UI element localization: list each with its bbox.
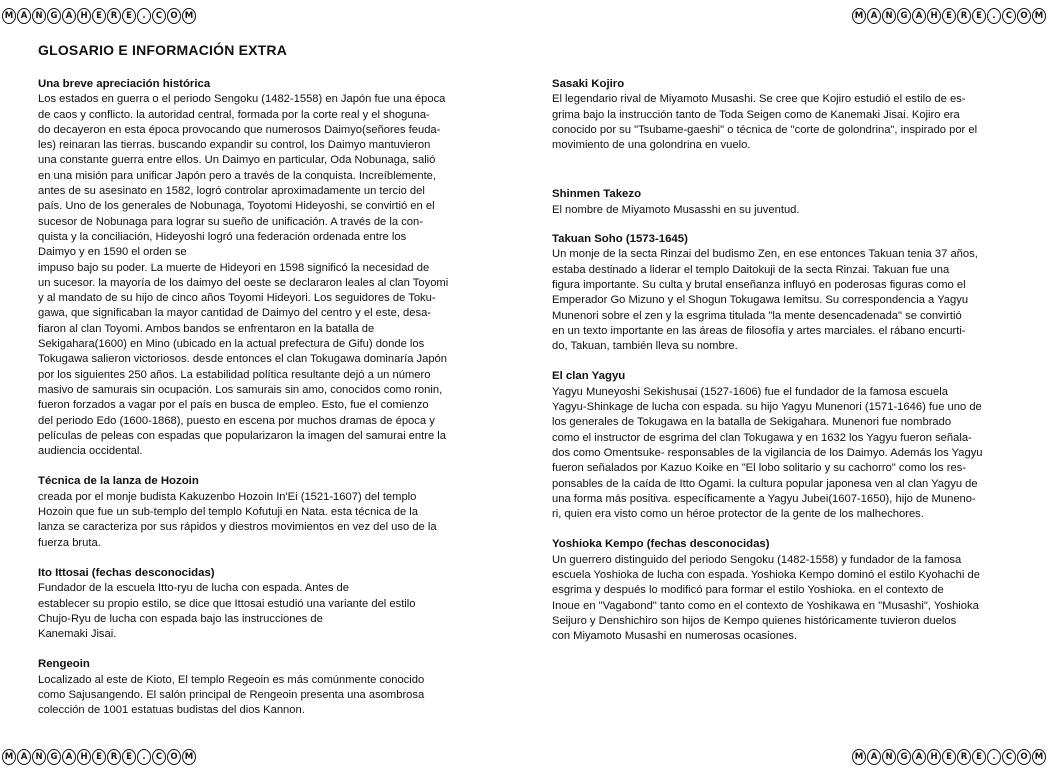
- entry-rengeoin: [38, 657, 498, 718]
- watermark-letter: N: [882, 749, 896, 765]
- watermark-letter: G: [897, 749, 911, 765]
- watermark-letter: H: [77, 8, 91, 24]
- watermark-letter: C: [1002, 8, 1016, 24]
- watermark-letter: H: [77, 749, 91, 765]
- watermark-letter: C: [1002, 749, 1016, 765]
- entry-text: Los estados en guerra o el periodo Sengoku (1482-1558) en Japón fue una época de caos y conflicto. la autoridad central, formada por la corte real y el shoguna- do decayeron en esta época provocando que numerosos Daimyo(señores feuda- les) reinaran las tierras. buscando expandir su control, los Daimyo mantuvieron una constante guerra entre ellos. Un Daimyo en particular, Oda Nobunaga, salió en una misión para unificar Japón pero a través de la conquista. Increíblemente, antes de su asesinato en 1582, logró controlar aproximadamente un tercio del país. Uno de los generales de Nobunaga, Toyotomi Hideyoshi, se convirtió en el sucesor de Nobunaga para lograr su sueño de unificación. A través de la con- quista y la conciliación, Hideyoshi logró una federación ordenada entre los Daimyo y en 1590 el orden se impuso bajo su poder. La muerte de Hideyori en 1598 significó la necesidad de un sucesor. la mayoría de los daimyo del oeste se declararon leales al clan Toyomi y al mandato de su hijo de cinco años Toyomi Hideyori. Los seguidores de Toku- gawa, que significaban la mayor cantidad de Daimyo del centro y el este, desa- fiaron al clan Toyomi. Ambos bandos se enfrentaron en la batalla de Sekigahara(1600) en Mino (ubicado en la actual prefectura de Gifu) donde los Tokugawa salieron victoriosos. desde entonces el clan Tokugawa dominaría Japón por los siguientes 250 años. La estabilidad política resultante dejó a un número masivo de samurais sin ocupación. Los samurais sin amo, conocidos como ronin, fueron forzados a vagar por el país en busca de empleo. Esto, fue el comienzo del periodo Edo (1600-1868), puesto en escena por muchos dramas de época y películas de peleas con espadas que popularizaron la imagen del samurai entre la audiencia occidental.: [38, 93, 449, 458]
- watermark-letter: A: [62, 8, 76, 24]
- watermark-letter: A: [17, 8, 31, 24]
- watermark-letter: R: [957, 8, 971, 24]
- watermark-letter: .: [987, 8, 1001, 24]
- entry-heading: Shinmen Takezo: [552, 188, 642, 201]
- watermark-letter: O: [167, 8, 181, 24]
- watermark-letter: E: [942, 749, 956, 765]
- watermark-letter: E: [942, 8, 956, 24]
- watermark-letter: M: [852, 749, 866, 765]
- watermark-letter: R: [957, 749, 971, 765]
- entry-text: El nombre de Miyamoto Musasshi en su juventud.: [552, 203, 800, 216]
- watermark-top-left: [2, 8, 196, 24]
- entry-yoshioka-kempo: [552, 537, 1007, 644]
- watermark-letter: A: [62, 749, 76, 765]
- watermark-letter: M: [182, 749, 196, 765]
- watermark-letter: N: [32, 8, 46, 24]
- entry-clan-yagyu: [552, 369, 1007, 522]
- entry-heading: Técnica de la lanza de Hozoin: [38, 475, 199, 488]
- watermark-letter: E: [972, 8, 986, 24]
- watermark-letter: E: [972, 749, 986, 765]
- entry-heading: Una breve apreciación histórica: [38, 78, 211, 90]
- entry-heading: Rengeoin: [38, 658, 90, 671]
- watermark-letter: N: [32, 749, 46, 765]
- watermark-letter: A: [867, 749, 881, 765]
- watermark-letter: O: [1017, 749, 1031, 765]
- watermark-letter: M: [2, 749, 16, 765]
- watermark-bottom-left: [2, 749, 196, 765]
- watermark-letter: A: [912, 8, 926, 24]
- watermark-letter: M: [2, 8, 16, 24]
- entry-text: Un guerrero distinguido del periodo Sengoku (1482-1558) y fundador de la famosa escuela Yoshioka de lucha con espada. Yoshioka Kempo dominó el estilo Kyohachi de esgrima y después lo modificó para formar el estilo Yoshioka. en el contexto de Inoue en "Vagabond" tanto como en el contexto de Yoshikawa en "Musashi", Yoshioka Seijuro y Denshichiro son hijos de Kempo quienes históricamente tuvieron duelos con Miyamoto Musashi en numerosas ocasiones.: [552, 553, 980, 643]
- watermark-letter: E: [92, 749, 106, 765]
- watermark-letter: M: [182, 8, 196, 24]
- entry-heading: Takuan Soho (1573-1645): [552, 233, 688, 246]
- watermark-letter: O: [167, 749, 181, 765]
- watermark-letter: .: [137, 749, 151, 765]
- watermark-letter: G: [47, 749, 61, 765]
- entry-text: creada por el monje budista Kakuzenbo Hozoin In'Ei (1521-1607) del templo Hozoin que fue un sub-templo del templo Kofutuji en Nata. esta técnica de la lanza se caracteriza por sus rápidos y diestros movimientos en vez del uso de la fuerza bruta.: [38, 490, 437, 549]
- watermark-letter: E: [122, 749, 136, 765]
- entry-text: Yagyu Muneyoshi Sekishusai (1527-1606) fue el fundador de la famosa escuela Yagyu-Shinkage de lucha con espada. su hijo Yagyu Munenori (1571-1646) fue uno de los generales de Tokugawa en la batalla de Sekigahara. Munenori fue nombrado como el instructor de esgrima del clan Tokugawa y en 1632 los Yagyu fueron señala- dos como Omentsuke- responsables de la vigilancia de los Daimyo. Además los Yagyu fueron señalados por Kazuo Koike en "El lobo solitario y su cachorro" como los res- ponsables de la caída de Itto Ogami. la cultura popular japonesa ven al clan Yagyu de una forma más positiva. específicamente a Yagyu Jubei(1607-1650), hijo de Muneno- ri, quien era visto como un héroe protector de la gente de los malhechores.: [552, 385, 983, 521]
- watermark-letter: .: [137, 8, 151, 24]
- watermark-letter: E: [92, 8, 106, 24]
- watermark-letter: H: [927, 8, 941, 24]
- entry-heading: El clan Yagyu: [552, 370, 626, 383]
- watermark-letter: R: [107, 8, 121, 24]
- watermark-letter: M: [1032, 749, 1046, 765]
- watermark-letter: O: [1017, 8, 1031, 24]
- entry-sasaki-kojiro: [552, 77, 1007, 153]
- watermark-letter: M: [1032, 8, 1046, 24]
- entry-takuan-soho: [552, 232, 1007, 354]
- watermark-letter: .: [987, 749, 1001, 765]
- watermark-letter: A: [17, 749, 31, 765]
- watermark-letter: E: [122, 8, 136, 24]
- entry-text: Un monje de la secta Rinzai del budismo Zen, en ese entonces Takuan tenia 37 años, estaba destinado a liderar el templo Daitokuji de la secta Rinzai. Takuan fue una figura importante. Su culta y brutal enseñanza influyó en poderosas figuras como el Emperador Go Mizuno y el Shogun Tokugawa Iemitsu. Su correspondencia a Yagyu Munenori sobre el zen y la esgrima titulada "la mente desencadenada" se convirtió en un texto importante en las áreas de filosofía y artes marciales. el rábano encurti- do, Takuan, también lleva su nombre.: [552, 248, 978, 353]
- entry-heading: Yoshioka Kempo (fechas desconocidas): [552, 538, 770, 551]
- entry-text: El legendario rival de Miyamoto Musashi. Se cree que Kojiro estudió el estilo de es- grima bajo la instrucción tanto de Toda Seigen como de Kanemaki Jisai. Kojiro era conocido por su "Tsubame-gaeshi" o técnica de "corte de golondrina", inspirado por el movimiento de una golondrina en vuelo.: [552, 93, 978, 152]
- entry-heading: Ito Ittosai (fechas desconocidas): [38, 566, 215, 579]
- watermark-letter: A: [912, 749, 926, 765]
- entry-ito-ittosai: [38, 566, 498, 642]
- entry-hozoin: [38, 474, 498, 550]
- entry-shinmen-takezo: [552, 187, 1007, 218]
- page-title: GLOSARIO E INFORMACIÓN EXTRA: [38, 42, 288, 58]
- watermark-letter: C: [152, 8, 166, 24]
- left-column: [38, 77, 498, 719]
- right-column: [552, 77, 1007, 645]
- watermark-letter: R: [107, 749, 121, 765]
- watermark-top-right: [852, 8, 1046, 24]
- entry-heading: Sasaki Kojiro: [552, 78, 625, 90]
- watermark-letter: M: [852, 8, 866, 24]
- watermark-letter: C: [152, 749, 166, 765]
- watermark-letter: N: [882, 8, 896, 24]
- entry-historia: [38, 77, 498, 459]
- entry-text: Localizado al este de Kioto, El templo Regeoin es más comúnmente conocido como Sajusangendo. El salón principal de Rengeoin presenta una asombrosa colección de 1001 estatuas budistas del dios Kannon.: [38, 673, 425, 717]
- entry-text: Fundador de la escuela Itto-ryu de lucha con espada. Antes de establecer su propio estilo, se dice que Ittosai estudió una variante del estilo Chujo-Ryu de lucha con espada bajo las instrucciones de Kanemaki Jisai.: [38, 582, 416, 641]
- watermark-letter: H: [927, 749, 941, 765]
- watermark-letter: G: [47, 8, 61, 24]
- watermark-letter: A: [867, 8, 881, 24]
- watermark-letter: G: [897, 8, 911, 24]
- watermark-bottom-right: [852, 749, 1046, 765]
